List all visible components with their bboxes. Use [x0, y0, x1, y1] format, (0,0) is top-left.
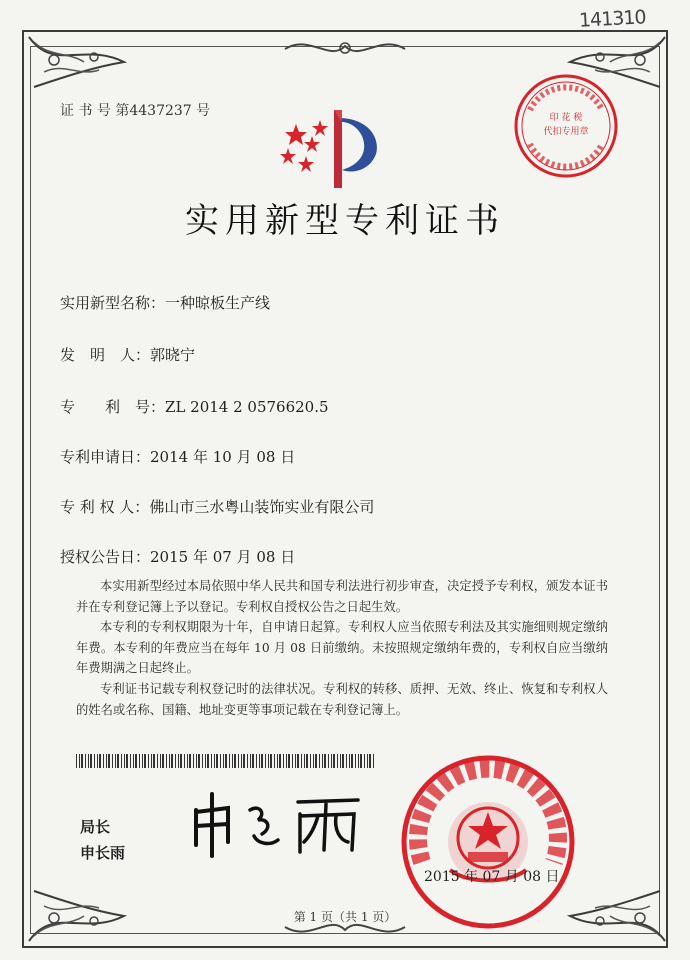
corner-ornament-top-left: [24, 32, 134, 92]
field-value: ZL 2014 2 0576620.5: [165, 398, 329, 416]
field-grant-date: [60, 546, 295, 567]
body-paragraph: 本实用新型经过本局依照中华人民共和国专利法进行初步审查，决定授予专利权，颁发本证书并在专利登记簿上予以登记。专利权自授权公告之日起生效。: [76, 579, 608, 614]
body-paragraph: 本专利的专利权期限为十年，自申请日起算。专利权人应当依照专利法及其实施细则规定缴纳年费。本专利的年费应当在每年 10 月 08 日前缴纳。未按照规定缴纳年费的，专利权自应当缴纳年费期满之日起终止。: [76, 620, 608, 676]
field-label: 实用新型名称：: [60, 294, 166, 312]
field-value: 一种晾板生产线: [165, 294, 271, 312]
field-label: 专利申请日：: [60, 448, 151, 466]
page-footer: 第 1 页（共 1 页）: [293, 910, 397, 924]
certificate-title: 实用新型专利证书: [185, 201, 505, 241]
officer-title: 局长: [80, 818, 111, 836]
handwritten-note: 141310: [578, 6, 647, 32]
field-value: 佛山市三水粤山装饰实业有限公司: [149, 498, 375, 516]
field-value: 2014 年 10 月 08 日: [150, 448, 296, 466]
field-inventor: [60, 344, 195, 365]
national-ip-office-seal: [398, 752, 578, 932]
field-utility-model-name: [60, 292, 270, 313]
certificate-body-text: [76, 576, 608, 720]
issue-date: 2015 年 07 月 08 日: [424, 869, 560, 885]
field-application-date: [60, 446, 295, 467]
field-label: 专 利 权 人：: [60, 498, 150, 516]
field-patentee: [60, 496, 374, 517]
top-center-ornament: [280, 34, 410, 64]
field-value: 2015 年 07 月 08 日: [150, 548, 296, 566]
officer-name: 申长雨: [80, 844, 126, 862]
svg-text:印 花 税: 印 花 税: [549, 113, 583, 123]
patent-office-emblem: [276, 106, 406, 192]
body-paragraph: 专利证书记载专利权登记时的法律状况。专利权的转移、质押、无效、终止、恢复和专利权人的姓名或名称、国籍、地址变更等事项记载在专利登记簿上。: [76, 681, 608, 717]
field-patent-number: [60, 396, 329, 417]
field-label: 发 明 人：: [60, 346, 151, 364]
certificate-number: 证 书 号 第4437237 号: [60, 103, 211, 119]
agency-seal-stamp: [510, 70, 622, 182]
svg-text:代扣专用章: 代扣专用章: [543, 127, 589, 137]
field-value: 郭晓宁: [150, 346, 196, 364]
handwritten-signature: [188, 790, 368, 860]
field-label: 授权公告日：: [60, 548, 151, 566]
field-label: 专 利 号：: [60, 398, 166, 416]
barcode: [76, 754, 376, 768]
